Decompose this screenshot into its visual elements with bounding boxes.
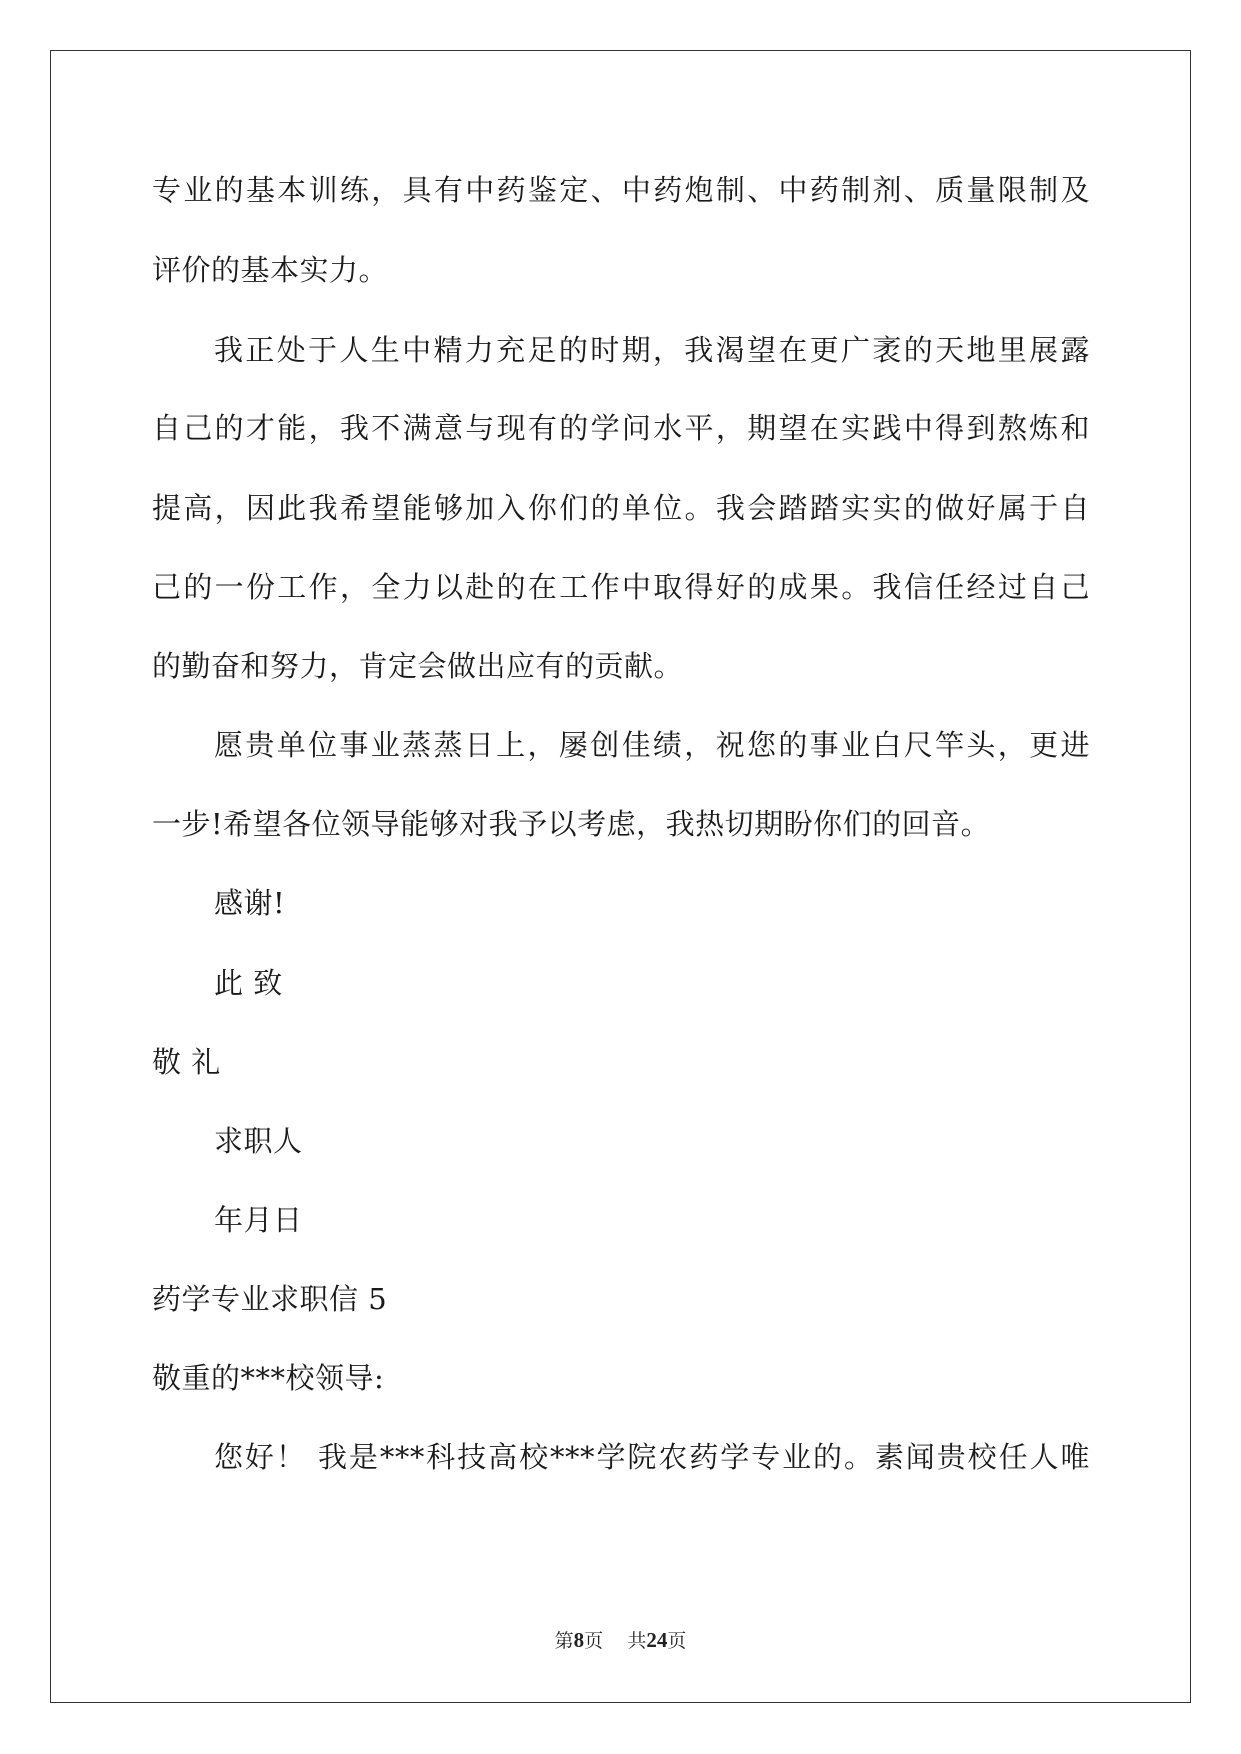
greeting-line: 敬重的***校领导: [152, 1361, 385, 1395]
page-footer [0, 1628, 1241, 1653]
current-page-number: 8 [573, 1628, 585, 1652]
paragraph-start-line: 我正处于人生中精力充足的时期，我渴望在更广袤的天地里展露 [214, 333, 1090, 367]
text-line: 自己的才能，我不满意与现有的学问水平，期望在实践中得到熬炼和 [152, 411, 1090, 445]
thanks-line: 感谢! [214, 886, 286, 920]
text-line: 一步!希望各位领导能够对我予以考虑，我热切期盼你们的回音。 [152, 807, 991, 841]
footer-middle: 页 共 [584, 1630, 647, 1652]
paragraph-start-line: 您好！ 我是***科技高校***学院农药学专业的。素闻贵校任人唯 [214, 1440, 1090, 1474]
text-line: 己的一份工作，全力以赴的在工作中取得好的成果。我信任经过自己 [152, 570, 1090, 604]
closing-salutation: 此 致 [214, 966, 283, 1000]
date-label: 年月日 [214, 1203, 303, 1237]
text-line: 的勤奋和努力，肯定会做出应有的贡献。 [152, 649, 684, 683]
closing-regards: 敬 礼 [152, 1045, 221, 1079]
total-page-number: 24 [646, 1628, 668, 1652]
text-line: 提高，因此我希望能够加入你们的单位。我会踏踏实实的做好属于自 [152, 491, 1090, 525]
footer-prefix: 第 [554, 1630, 574, 1652]
paragraph-start-line: 愿贵单位事业蒸蒸日上，屡创佳绩，祝您的事业白尺竿头，更进 [214, 728, 1090, 762]
signature-label: 求职人 [214, 1124, 303, 1158]
text-line: 专业的基本训练，具有中药鉴定、中药炮制、中药制剂、质量限制及 [152, 173, 1090, 207]
text-line: 评价的基本实力。 [152, 253, 389, 287]
section-heading: 药学专业求职信 5 [152, 1282, 388, 1316]
footer-suffix: 页 [667, 1630, 687, 1652]
